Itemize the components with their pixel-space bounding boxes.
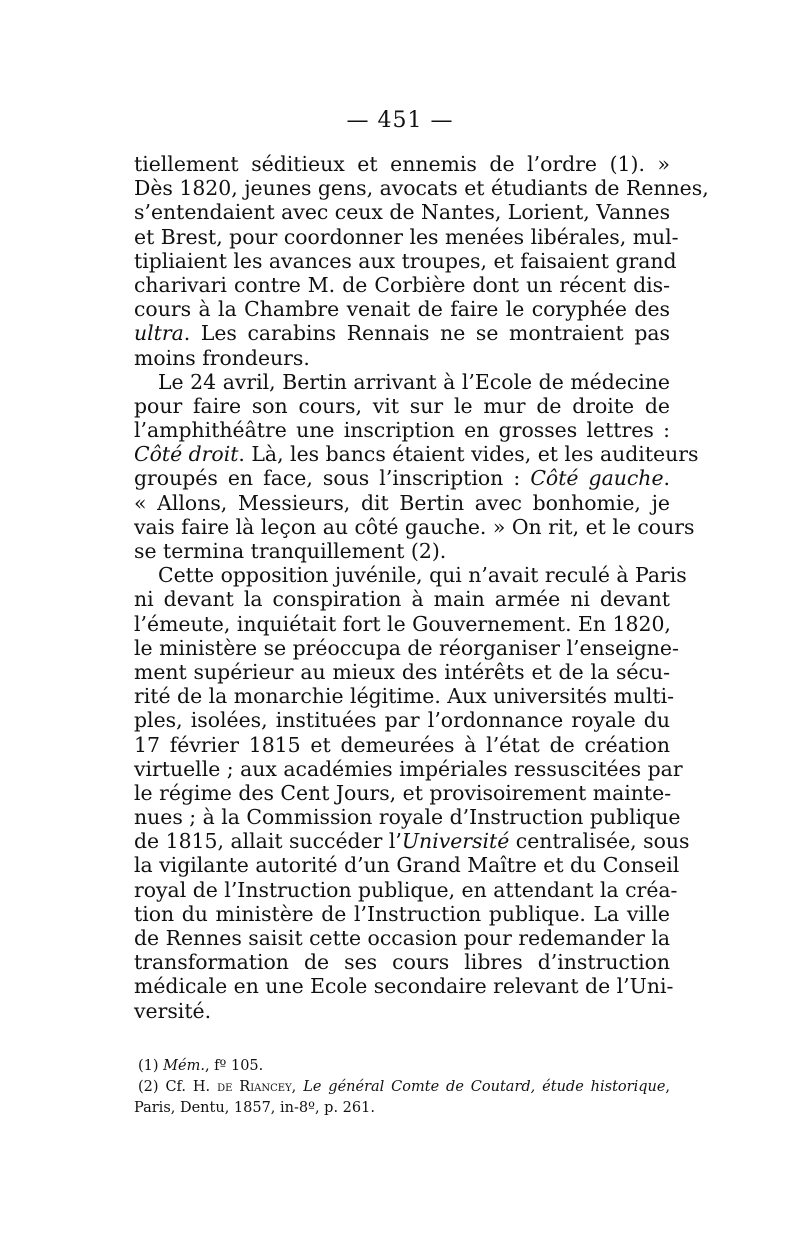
text-line: pour faire son cours, vit sur le mur de droite de bbox=[134, 393, 670, 418]
footnotes bbox=[134, 1056, 670, 1119]
text-line: se termina tranquillement (2). bbox=[134, 539, 447, 563]
text-line: vais faire là leçon au côté gauche. » On rit, et le cours bbox=[134, 514, 695, 539]
footnote-italic: Le général Comte de Coutard, étude historique bbox=[303, 1079, 666, 1095]
text-line: le ministère se préoccupa de réorganiser l’enseigne- bbox=[134, 635, 679, 660]
text-span: de 1815, allait succéder l’ bbox=[134, 829, 402, 854]
text-line: versité. bbox=[134, 998, 212, 1023]
text-line: nues ; à la Commission royale d’Instruction publique bbox=[134, 805, 681, 830]
paragraph-first-line: Le 24 avril, Bertin arrivant à l’Ecole de médecine bbox=[158, 369, 670, 394]
text-line: ni devant la conspiration à main armée ni devant bbox=[134, 587, 670, 612]
text-line: moins frondeurs. bbox=[134, 345, 310, 370]
text-line: transformation de ses cours libres d’instruction bbox=[134, 950, 670, 975]
text-line: tipliaient les avances aux troupes, et faisaient grand bbox=[134, 248, 677, 273]
italic-word: Université bbox=[401, 829, 510, 854]
italic-word: ultra bbox=[134, 321, 184, 346]
text-line: le régime des Cent Jours, et provisoirement mainte- bbox=[134, 780, 672, 805]
footnote-text: Cf. H. bbox=[165, 1079, 211, 1095]
body-text bbox=[134, 152, 709, 1023]
text-line bbox=[134, 442, 699, 467]
footnote-text: , fº 105. bbox=[204, 1058, 264, 1074]
text-span: . Les carabins Rennais ne se montraient pas bbox=[183, 321, 670, 346]
text-line: tion du ministère de l’Instruction publique. La ville bbox=[134, 901, 670, 926]
text-line: virtuelle ; aux académies impériales ressuscitées par bbox=[134, 756, 683, 781]
text-line: Dès 1820, jeunes gens, avocats et étudiants de Rennes, bbox=[134, 176, 709, 201]
text-line: royal de l’Instruction publique, en attendant la créa- bbox=[134, 877, 678, 902]
text-line: tiellement séditieux et ennemis de l’ordre (1). » bbox=[134, 152, 670, 176]
text-line: l’amphithéâtre une inscription en grosses lettres : bbox=[134, 418, 670, 443]
text-line bbox=[134, 466, 670, 490]
text-line: la vigilante autorité d’un Grand Maître et du Conseil bbox=[134, 853, 680, 878]
footnote-2-continued: Paris, Dentu, 1857, in-8º, p. 261. bbox=[134, 1100, 375, 1116]
text-line: cours à la Chambre venait de faire le coryphée des bbox=[134, 297, 670, 322]
text-line: 17 février 1815 et demeurées à l’état de création bbox=[134, 732, 670, 757]
text-line: ples, isolées, instituées par l’ordonnance royale du bbox=[134, 708, 670, 733]
footnote-2 bbox=[134, 1077, 670, 1098]
paragraph-first-line: Cette opposition juvénile, qui n’avait reculé à Paris bbox=[158, 563, 687, 588]
text-line: et Brest, pour coordonner les menées libérales, mul- bbox=[134, 224, 679, 249]
text-line: rité de la monarchie légitime. Aux universités multi- bbox=[134, 684, 675, 709]
text-line: de Rennes saisit cette occasion pour redemander la bbox=[134, 926, 670, 950]
text-line: charivari contre M. de Corbière dont un récent dis- bbox=[134, 272, 670, 297]
text-span: groupés en face, sous l’inscription : bbox=[134, 466, 531, 491]
page-number: — 451 — bbox=[346, 108, 454, 133]
footnote-text: , bbox=[291, 1079, 297, 1095]
text-line: « Allons, Messieurs, dit Bertin avec bonhomie, je bbox=[134, 490, 670, 515]
text-span: . bbox=[663, 466, 670, 491]
footnote-italic: Mém. bbox=[163, 1058, 205, 1074]
footnote-1 bbox=[134, 1056, 670, 1077]
text-line bbox=[134, 321, 670, 345]
text-span: centralisée, sous bbox=[509, 829, 690, 854]
italic-phrase: Côté gauche bbox=[530, 466, 664, 491]
text-span: . Là, les bancs étaient vides, et les auditeurs bbox=[238, 442, 699, 467]
footnote-number: (2) bbox=[138, 1079, 159, 1095]
footnote-author: de Riancey bbox=[217, 1079, 292, 1095]
text-line: médicale en une Ecole secondaire relevant de l’Uni- bbox=[134, 974, 674, 999]
text-line bbox=[134, 829, 690, 854]
italic-phrase: Côté droit bbox=[134, 442, 239, 467]
text-line: s’entendaient avec ceux de Nantes, Lorient, Vannes bbox=[134, 200, 671, 225]
footnote-text: , bbox=[665, 1079, 671, 1095]
text-line: ment supérieur au mieux des intérêts et de la sécu- bbox=[134, 659, 670, 684]
text-line: l’émeute, inquiétait fort le Gouvernement. En 1820, bbox=[134, 611, 671, 636]
footnote-number: (1) bbox=[138, 1058, 159, 1074]
